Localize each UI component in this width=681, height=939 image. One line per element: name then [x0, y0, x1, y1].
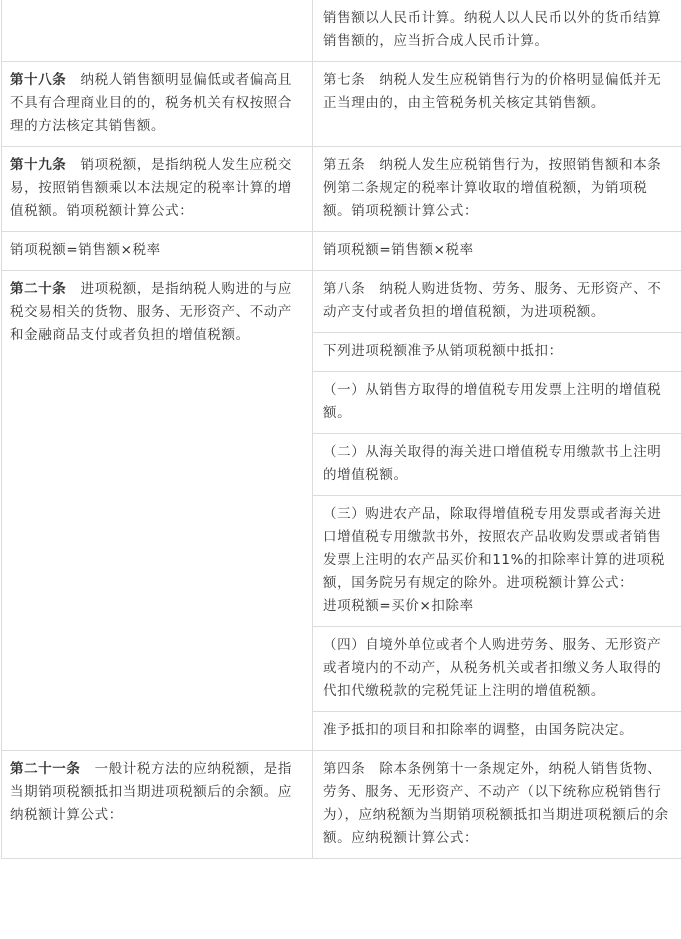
left-cell	[2, 0, 313, 61]
right-cell: 第七条 纳税人发生应税销售行为的价格明显偏低并无正当理由的，由主管税务机关核定其销售额。	[323, 72, 662, 111]
right-cell: 销项税额=销售额×税率	[323, 242, 474, 258]
table-row	[2, 751, 681, 859]
left-cell	[2, 62, 313, 146]
article-heading: 第十九条	[10, 157, 67, 173]
article-text: 销项税额，是指纳税人发生应税交易，按照销售额乘以本法规定的税率计算的增值税额。销项税额计算公式：	[10, 157, 293, 219]
article-heading: 第二十一条	[10, 761, 81, 777]
article-text: 纳税人销售额明显偏低或者偏高且不具有合理商业目的的，税务机关有权按照合理的方法核定其销售额。	[10, 72, 293, 134]
right-cell: 第五条 纳税人发生应税销售行为，按照销售额和本条例第二条规定的税率计算收取的增值税额，为销项税额。销项税额计算公式：	[323, 157, 662, 219]
right-cell: 下列进项税额准予从销项税额中抵扣：	[313, 333, 681, 372]
right-column	[313, 751, 681, 858]
formula-text: 销项税额=销售额×税率	[10, 242, 161, 258]
right-column	[313, 271, 681, 750]
right-cell: 销售额以人民币计算。纳税人以人民币以外的货币结算销售额的，应当折合成人民币计算。	[323, 10, 662, 49]
right-cell: （二）从海关取得的海关进口增值税专用缴款书上注明的增值税额。	[313, 434, 681, 496]
right-column	[313, 147, 681, 231]
table-row	[2, 271, 681, 751]
table-row	[2, 62, 681, 147]
right-cell: （一）从销售方取得的增值税专用发票上注明的增值税额。	[313, 372, 681, 434]
right-cell: 准予抵扣的项目和扣除率的调整，由国务院决定。	[323, 722, 634, 738]
article-text: 一般计税方法的应纳税额，是指当期销项税额抵扣当期进项税额后的余额。应纳税额计算公式：	[10, 761, 292, 823]
right-cell: 第八条 纳税人购进货物、劳务、服务、无形资产、不动产支付或者负担的增值税额，为进项税额。	[313, 271, 681, 333]
right-cell: 第四条 除本条例第十一条规定外，纳税人销售货物、劳务、服务、无形资产、不动产（以下统称应税销售行为），应纳税额为当期销项税额抵扣当期进项税额后的余额。应纳税额计算公式：	[323, 761, 669, 846]
right-column	[313, 232, 681, 270]
left-cell	[2, 271, 313, 750]
article-heading: 第二十条	[10, 281, 67, 297]
comparison-table	[1, 0, 681, 859]
right-cell: （四）自境外单位或者个人购进劳务、服务、无形资产或者境内的不动产，从税务机关或者扣缴义务人取得的代扣代缴税款的完税凭证上注明的增值税额。	[313, 627, 681, 712]
table-row	[2, 0, 681, 62]
right-cell: （三）购进农产品，除取得增值税专用发票或者海关进口增值税专用缴款书外，按照农产品收购发票或者销售发票上注明的农产品买价和11%的扣除率计算的进项税额，国务院另有规定的除外。进项税额计算公式： 进项税额=买价×扣除率	[313, 496, 681, 627]
article-heading: 第十八条	[10, 72, 67, 88]
right-column	[313, 0, 681, 61]
left-cell	[2, 147, 313, 231]
article-text: 进项税额，是指纳税人购进的与应税交易相关的货物、服务、无形资产、不动产和金融商品支付或者负担的增值税额。	[10, 281, 293, 343]
left-cell	[2, 751, 313, 858]
left-cell	[2, 232, 313, 270]
right-column	[313, 62, 681, 146]
table-row	[2, 147, 681, 232]
table-row	[2, 232, 681, 271]
